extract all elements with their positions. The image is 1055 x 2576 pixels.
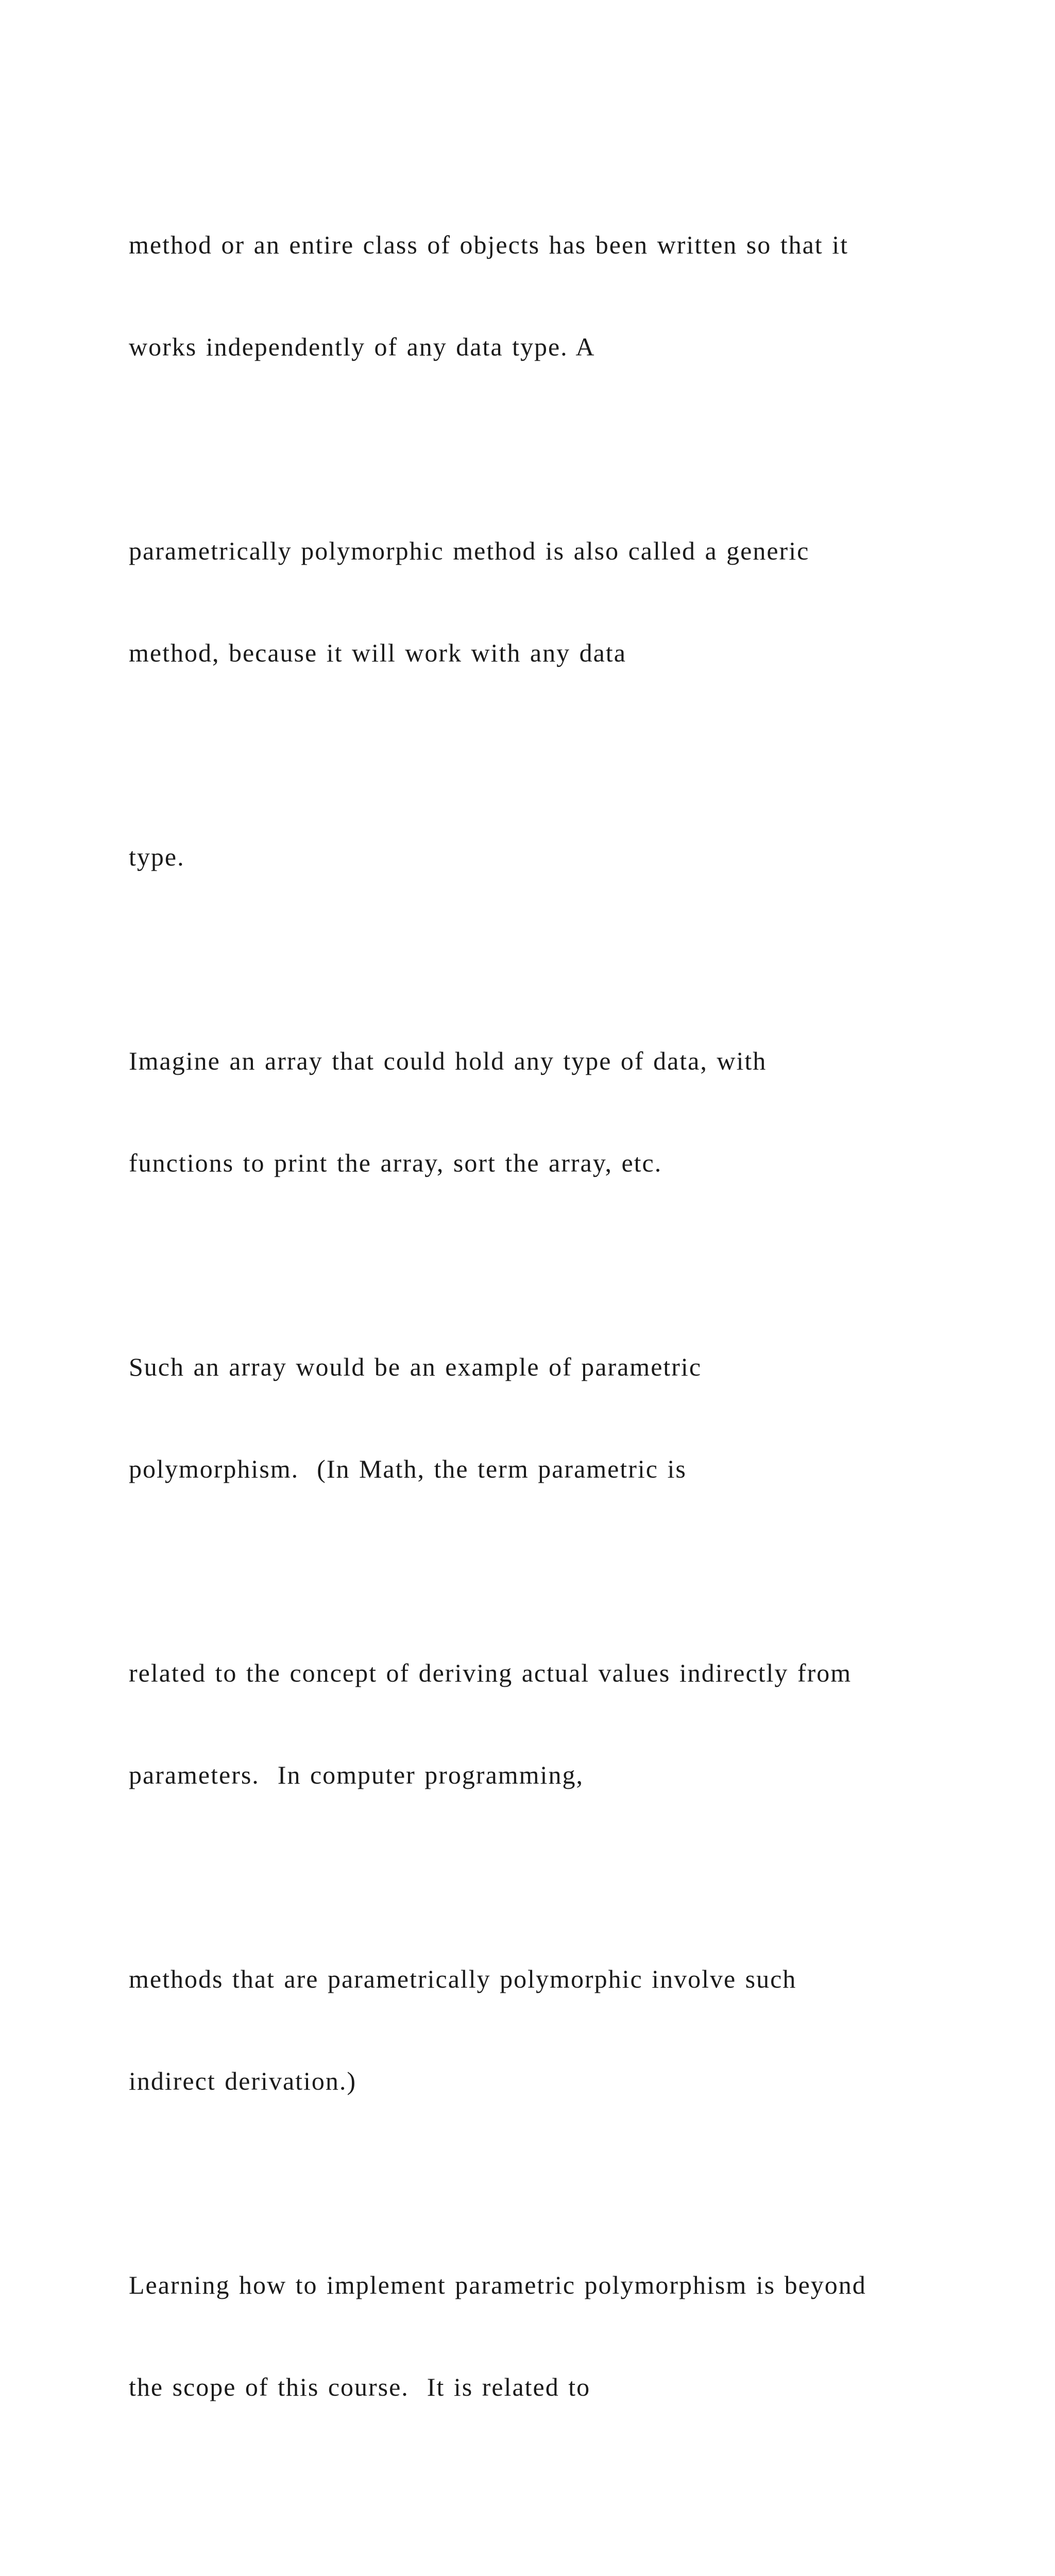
text-line: functions to print the array, sort the array, etc. bbox=[129, 1148, 662, 1177]
text-line: Learning how to implement parametric polymorphism is beyond bbox=[129, 2270, 866, 2299]
paragraph bbox=[129, 976, 974, 1248]
text-line: parametrically polymorphic method is also called a generic bbox=[129, 536, 810, 565]
text-line: indirect derivation.) bbox=[129, 2066, 357, 2095]
paragraph bbox=[129, 1282, 974, 1554]
text-line bbox=[129, 2574, 974, 2576]
text-line: Imagine an array that could hold any type of data, with bbox=[129, 1046, 767, 1075]
paragraph bbox=[129, 2200, 974, 2472]
text-line: method or an entire class of objects has been written so that it bbox=[129, 230, 848, 259]
text-line: parameters. In computer programming, bbox=[129, 1760, 584, 1789]
text-line: method, because it will work with any data bbox=[129, 638, 626, 667]
text-line: polymorphism. (In Math, the term parametric is bbox=[129, 1454, 687, 1483]
text-line: related to the concept of deriving actual values indirectly from bbox=[129, 1658, 852, 1687]
text-line: Such an array would be an example of parametric bbox=[129, 1352, 702, 1381]
text-line: type. bbox=[129, 842, 185, 871]
document-body bbox=[129, 160, 974, 2576]
paragraph bbox=[129, 466, 974, 738]
paragraph bbox=[129, 1588, 974, 1860]
paragraph bbox=[129, 772, 974, 942]
text-line: works independently of any data type. A bbox=[129, 332, 595, 361]
paragraph bbox=[129, 2506, 974, 2576]
paragraph bbox=[129, 160, 974, 432]
text-line: the scope of this course. It is related to bbox=[129, 2372, 591, 2401]
paragraph bbox=[129, 1894, 974, 2166]
text-line: methods that are parametrically polymorphic involve such bbox=[129, 1964, 797, 1993]
